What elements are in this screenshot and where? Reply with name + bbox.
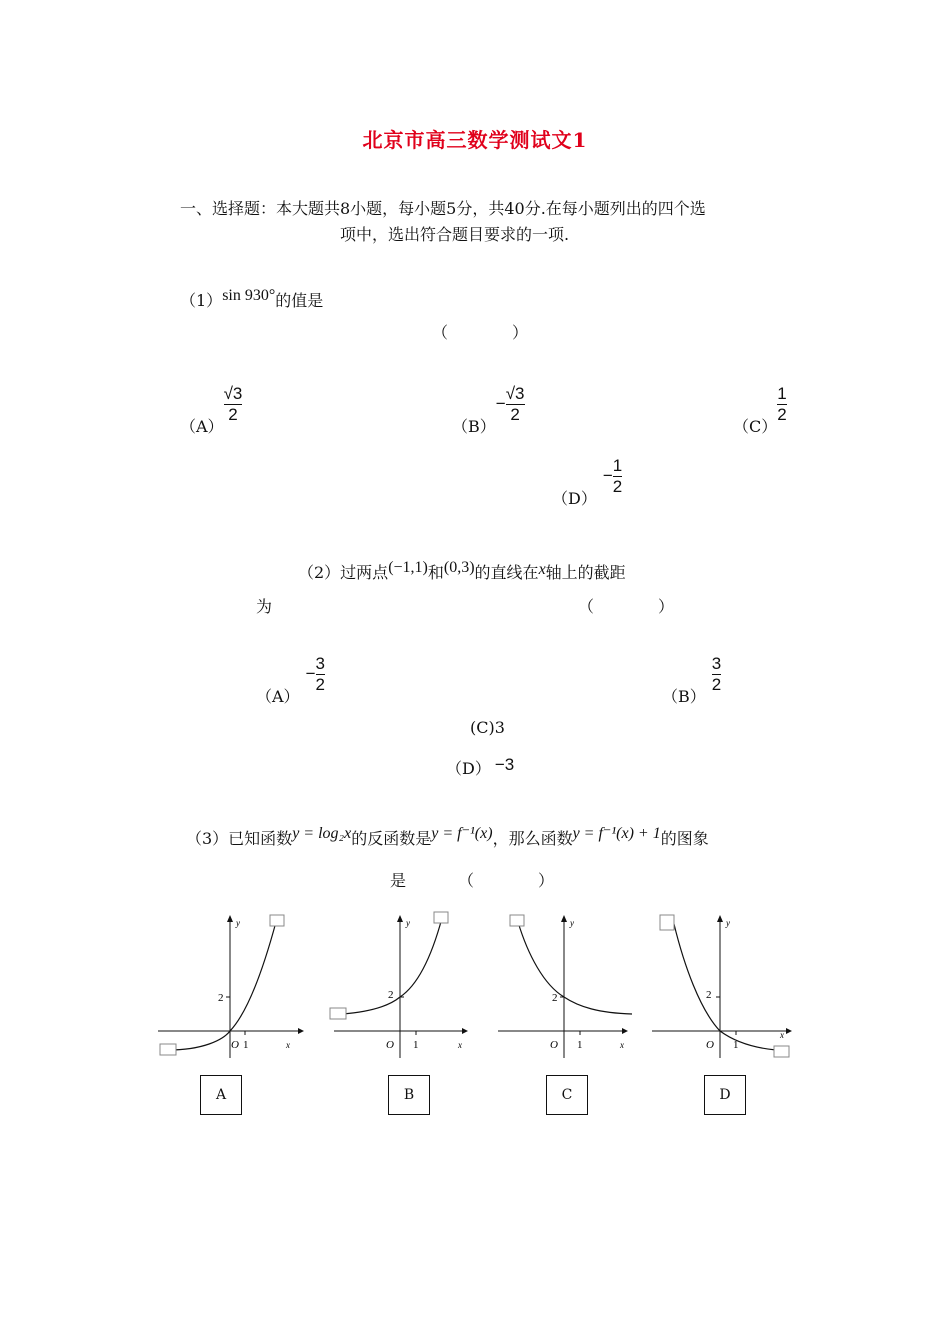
y-tick-label: 2: [706, 989, 712, 1001]
q1-option-d-numerator: 1: [612, 456, 623, 475]
x-tick-label: 1: [413, 1039, 419, 1051]
q3-tail: 的图象: [660, 829, 709, 848]
q3-box-c: C: [546, 1075, 588, 1115]
x-axis-arrow-icon: [462, 1028, 468, 1034]
x-axis-arrow-icon: [622, 1028, 628, 1034]
q2-mid: 的直线在: [474, 563, 539, 582]
y-axis-label: y: [406, 918, 410, 928]
q1-option-a-denominator: 2: [228, 405, 238, 424]
x-axis-label: x: [458, 1040, 462, 1050]
y-axis-label: y: [726, 918, 730, 928]
q3-stem-line2: 是: [390, 871, 407, 890]
endpoint-marker: [510, 915, 524, 926]
x-tick-label: 1: [577, 1039, 583, 1051]
q3-answer-paren: （ ）: [458, 871, 555, 890]
page-title: 北京市高三数学测试文1: [362, 128, 588, 152]
q1-option-d-denominator: 2: [612, 477, 623, 496]
q3-box-b: B: [388, 1075, 430, 1115]
q1-option-c-denominator: 2: [777, 405, 787, 424]
q3-box-a: A: [200, 1075, 242, 1115]
x-axis-label: x: [620, 1040, 624, 1050]
q2-option-b-label: （B）: [662, 687, 706, 706]
origin-label: O: [231, 1039, 239, 1051]
q1-stem: [180, 288, 323, 311]
q1-option-d-label: （D）: [552, 489, 597, 508]
q1-option-b-sign: −: [495, 394, 506, 413]
q1-option-b-numerator: √3: [505, 384, 525, 403]
endpoint-marker: [774, 1046, 789, 1057]
q1-option-a: [180, 384, 242, 437]
y-axis-arrow-icon: [561, 915, 567, 922]
endpoint-marker: [434, 912, 448, 923]
origin-label: O: [386, 1039, 394, 1051]
q2-stem: [298, 560, 626, 583]
q2-var: x: [538, 561, 546, 578]
q2-option-a: [256, 654, 325, 707]
q1-option-b-denominator: 2: [510, 405, 520, 424]
q2-option-d-label: （D）: [446, 759, 491, 778]
q2-option-d-value: −3: [494, 755, 515, 774]
y-axis-arrow-icon: [717, 915, 723, 922]
y-axis-label: y: [570, 918, 574, 928]
q3-box-d: D: [704, 1075, 746, 1115]
q3-graph-d: [650, 910, 798, 1060]
q2-option-b-numerator: 3: [711, 654, 722, 673]
q3-function-1: y = log₂x: [292, 825, 352, 842]
q2-option-a-label: （A）: [256, 687, 300, 706]
q2-point-2: (0,3): [443, 559, 475, 576]
y-axis-label: y: [236, 918, 240, 928]
endpoint-marker: [270, 915, 284, 926]
endpoint-marker: [160, 1044, 176, 1055]
q1-option-d: [552, 456, 622, 509]
q1-option-c: [733, 384, 787, 437]
q1-option-c-numerator: 1: [777, 384, 787, 403]
q1-expression: sin 930°: [222, 287, 276, 304]
section-instructions-line2: 项中，选出符合题目要求的一项.: [340, 225, 570, 244]
x-axis-label: x: [780, 1030, 784, 1040]
q2-number: （2）过两点: [298, 563, 389, 582]
q1-option-b-label: （B）: [452, 417, 496, 436]
q3-function-2: y = f⁻¹(x): [431, 825, 493, 842]
q1-tail: 的值是: [275, 291, 324, 310]
q2-stem-line2: 为: [256, 597, 273, 616]
q2-option-a-numerator: 3: [315, 654, 325, 673]
q2-point-1: (−1,1): [388, 559, 428, 576]
q2-tail: 轴上的截距: [545, 563, 626, 582]
y-tick-label: 2: [218, 992, 224, 1004]
y-tick-label: 2: [552, 992, 558, 1004]
q2-option-c: (C)3: [470, 718, 505, 737]
y-axis-arrow-icon: [397, 915, 403, 922]
y-axis-arrow-icon: [227, 915, 233, 922]
q2-option-b-denominator: 2: [711, 675, 722, 694]
q1-number: （1）: [180, 291, 223, 310]
q3-graph-c: [494, 910, 642, 1060]
q3-graph-a: [158, 910, 306, 1060]
q1-option-a-numerator: √3: [223, 384, 243, 403]
endpoint-marker: [660, 915, 674, 930]
q2-and: 和: [427, 563, 444, 582]
x-axis-arrow-icon: [298, 1028, 304, 1034]
x-tick-label: 1: [243, 1039, 249, 1051]
origin-label: O: [706, 1039, 714, 1051]
q1-option-b: [452, 384, 525, 437]
q3-stem: [186, 826, 709, 849]
q2-option-d: [446, 756, 514, 779]
curve: [518, 922, 632, 1014]
q1-option-d-sign: −: [602, 466, 613, 485]
q3-graph-b: [328, 910, 476, 1060]
x-tick-label: 1: [733, 1039, 739, 1051]
endpoint-marker: [330, 1008, 346, 1019]
q3-mid-1: 的反函数是: [351, 829, 432, 848]
q1-option-a-label: （A）: [180, 417, 224, 436]
q2-option-b: [662, 654, 721, 707]
q1-answer-paren: （ ）: [432, 323, 529, 342]
q2-answer-paren: （ ）: [578, 597, 675, 616]
q1-option-c-label: （C）: [733, 417, 778, 436]
q2-option-a-sign: −: [305, 664, 316, 683]
q3-mid-2: ，那么函数: [492, 829, 573, 848]
q3-function-3: y = f⁻¹(x) + 1: [572, 825, 661, 842]
q3-number: （3）已知函数: [186, 829, 293, 848]
x-axis-label: x: [286, 1040, 290, 1050]
q2-option-a-denominator: 2: [315, 675, 325, 694]
y-tick-label: 2: [388, 989, 394, 1001]
section-instructions-line1: 一、选择题：本大题共8小题，每小题5分，共40分.在每小题列出的四个选: [180, 199, 706, 218]
origin-label: O: [550, 1039, 558, 1051]
x-axis-arrow-icon: [786, 1028, 792, 1034]
